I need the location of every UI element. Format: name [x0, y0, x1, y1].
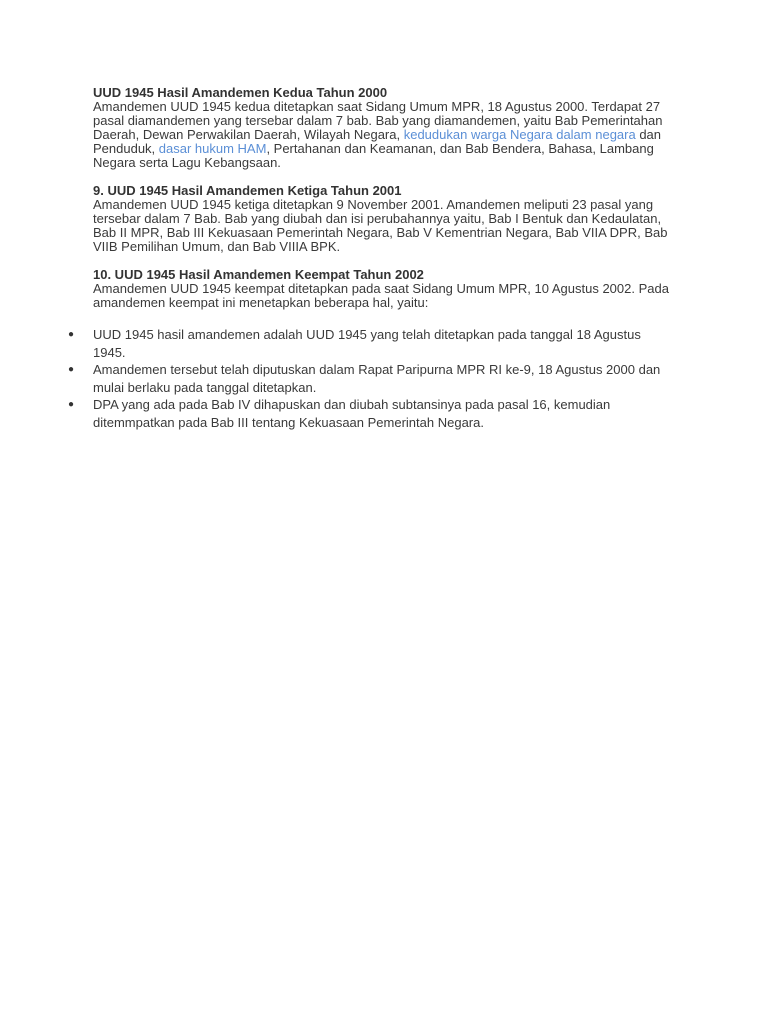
bullet-icon: ● [68, 364, 75, 375]
section-body [93, 100, 673, 170]
bullet-icon: ● [68, 329, 75, 340]
body-text: Amandemen UUD 1945 kedua ditetapkan saat Sidang Umum MPR, 18 Agustus 2000. Terdapat 27 pasal diamandemen yang tersebar dalam 7 bab. Bab yang diamandemen, yaitu Bab Pemerintahan Daerah, Dewan Perwakilan Daerah, Wilayah Negara, [93, 99, 663, 142]
list-item-text: UUD 1945 hasil amandemen adalah UUD 1945 yang telah ditetapkan pada tanggal 18 Agustus 1945. [93, 327, 641, 360]
section-amandemen-keempat [93, 268, 673, 310]
section-heading: 9. UUD 1945 Hasil Amandemen Ketiga Tahun 2001 [93, 183, 402, 198]
section-heading: UUD 1945 Hasil Amandemen Kedua Tahun 2000 [93, 85, 388, 100]
body-text: dan Penduduk, [93, 127, 662, 156]
list-item-text: DPA yang ada pada Bab IV dihapuskan dan diubah subtansinya pada pasal 16, kemudian ditemmpatkan pada Bab III tentang Kekuasaan Pemerintah Negara. [93, 397, 611, 430]
list-item-text: Amandemen tersebut telah diputuskan dalam Rapat Paripurna MPR RI ke-9, 18 Agustus 2000 dan mulai berlaku pada tanggal ditetapkan. [93, 362, 661, 395]
section-heading: 10. UUD 1945 Hasil Amandemen Keempat Tahun 2002 [93, 267, 424, 282]
document-page [68, 85, 673, 431]
section-body: Amandemen UUD 1945 ketiga ditetapkan 9 November 2001. Amandemen meliputi 23 pasal yang tersebar dalam 7 Bab. Bab yang diubah dan isi perubahannya yaitu, Bab I Bentuk dan Kedaulatan, Bab II MPR, Bab III Kekuasaan Pemerintah Negara, Bab V Kementrian Negara, Bab VIIA DPR, Bab VIIB Pemilihan Umum, dan Bab VIIIA BPK. [93, 197, 668, 254]
section-amandemen-ketiga [93, 184, 673, 254]
bullet-icon: ● [68, 399, 75, 410]
list-item [68, 326, 673, 361]
list-item [68, 396, 673, 431]
bullet-list [68, 326, 673, 431]
link-dasar-hukum-ham[interactable]: dasar hukum HAM [158, 141, 267, 156]
section-amandemen-kedua [93, 86, 673, 170]
list-item [68, 361, 673, 396]
body-text: , Pertahanan dan Keamanan, dan Bab Bendera, Bahasa, Lambang Negara serta Lagu Kebangsaan. [93, 141, 654, 170]
section-body: Amandemen UUD 1945 keempat ditetapkan pada saat Sidang Umum MPR, 10 Agustus 2002. Pada amandemen keempat ini menetapkan beberapa hal, yaitu: [93, 281, 669, 310]
link-kedudukan-warga-negara[interactable]: kedudukan warga Negara dalam negara [403, 127, 636, 142]
